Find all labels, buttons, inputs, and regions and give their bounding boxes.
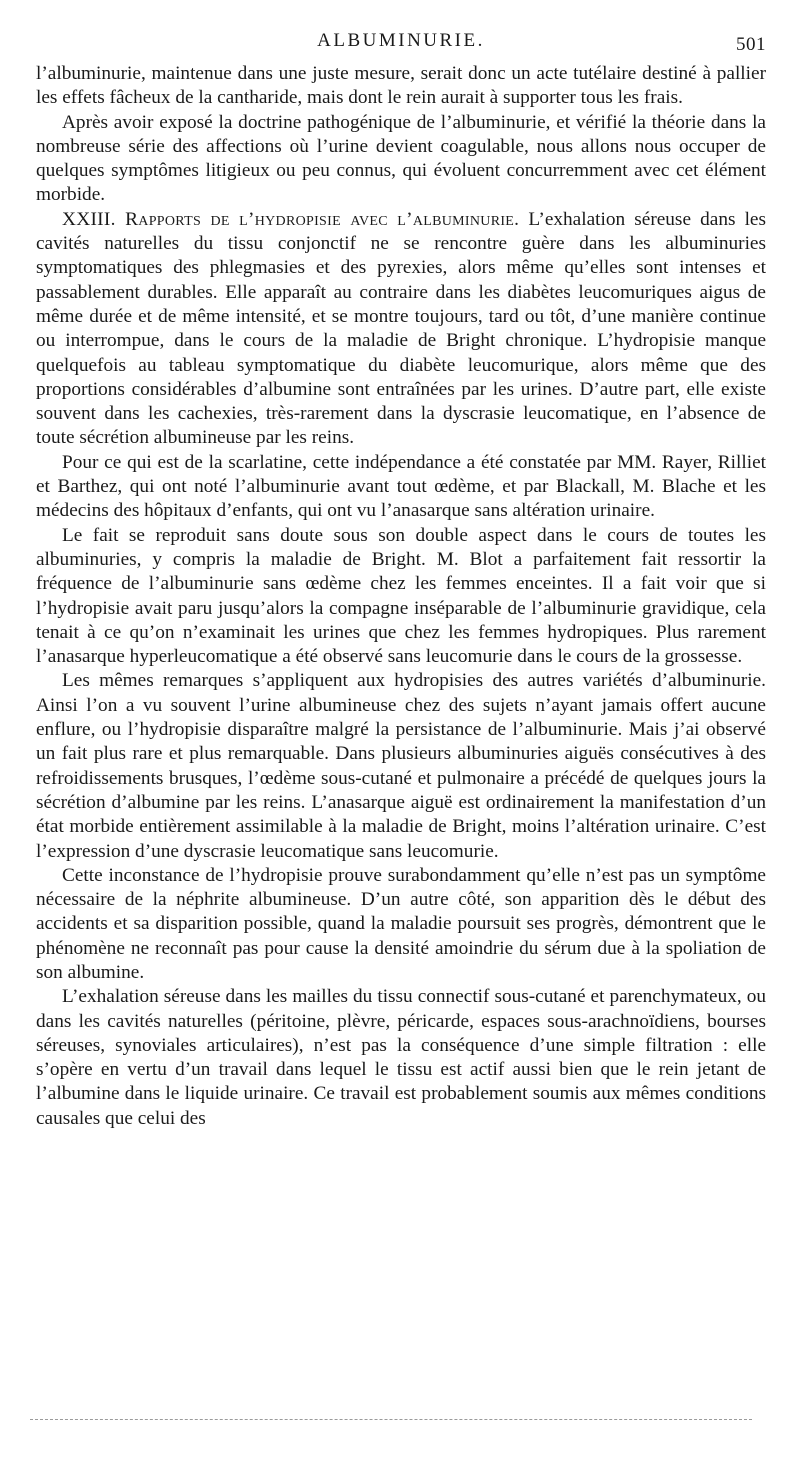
- paragraph: Les mêmes remarques s’appliquent aux hydropisies des autres variétés d’albuminurie. Ainsi l’on a vu souvent l’urine albumineuse chez des sujets n’ayant jamais offert aucune enflure, ou l’hydropisie disparaître malgré la persistance de l’albuminurie. Mais j’ai observé un fait plus rare et plus remarquable. Dans plusieurs albuminuries aiguës consécutives à des refroidissements brusques, l’œdème sous-cutané et pulmonaire a précédé de quelques jours la sécrétion d’albumine par les reins. L’anasarque aiguë est ordinairement la manifestation d’un état morbide entièrement assimilable à la maladie de Bright, moins l’altération urinaire. C’est l’expression d’une dyscrasie leucomatique sans leucomurie.: [36, 670, 766, 862]
- bottom-dashed-rule: [30, 1419, 752, 1420]
- body-text: [36, 62, 766, 1131]
- paragraph: Le fait se reproduit sans doute sous son double aspect dans le cours de toutes les albuminuries, y compris la maladie de Bright. M. Blot a parfaitement fait ressortir la fréquence de l’albuminurie sans œdème chez les femmes enceintes. Il a fait voir que si l’hydropisie avait paru jusqu’alors la compagne inséparable de l’albuminurie gravidique, cela tenait à ce qu’on n’examinait les urines que chez les femmes hydropiques. Plus rarement l’anasarque hyperleucomatique a été observé sans leucomurie dans le cours de la grossesse.: [36, 524, 766, 668]
- paragraph-section-xxiii: [36, 208, 766, 451]
- section-body: L’exhalation séreuse dans les cavités naturelles du tissu conjonctif ne se rencontre guère dans les albuminuries symptomatiques des phlegmasies et des pyrexies, alors même qu’elles sont intenses et passablement durables. Elle apparaît au contraire dans les diabètes leucomuriques aigus de même durée et de même intensité, et se montre toujours, tard ou tôt, d’une manière continue ou interrompue, dans le cours de la maladie de Bright chronique. L’hydropisie manque quelquefois au tableau symptomatique du diabète leucomurique, alors même que des proportions considérables d’albumine sont entraînées par les urines. D’autre part, elle existe souvent dans les cachexies, très-rarement dans la dyscrasie leucomatique, en l’absence de toute sécrétion albumineuse par les reins.: [36, 208, 766, 449]
- book-page: [36, 28, 766, 1131]
- section-heading: XXIII. Rapports de l’hydropisie avec l’albuminurie.: [62, 208, 520, 230]
- paragraph-continuation: l’albuminurie, maintenue dans une juste mesure, serait donc un acte tutélaire destiné à pallier les effets fâcheux de la cantharide, mais dont le rein aurait à supporter tous les frais.: [36, 63, 766, 109]
- paragraph: Cette inconstance de l’hydropisie prouve surabondamment qu’elle n’est pas un symptôme nécessaire de la néphrite albumineuse. D’un autre côté, son apparition dès le début des accidents et sa disparition possible, quand la maladie poursuit ses progrès, démontrent que le phénomène ne reconnaît pas pour cause la densité amoindrie du sérum due à la spoliation de son albumine.: [36, 864, 766, 983]
- paragraph: Après avoir exposé la doctrine pathogénique de l’albuminurie, et vérifié la théorie dans la nombreuse série des affections où l’urine devient coagulable, nous allons nous occuper de quelques symptômes litigieux ou peu connus, qui évoluent concurremment avec cet élément morbide.: [36, 111, 766, 206]
- paragraph: Pour ce qui est de la scarlatine, cette indépendance a été constatée par MM. Rayer, Rilliet et Barthez, qui ont noté l’albuminurie avant tout œdème, et par Blackall, M. Blache et les médecins des hôpitaux d’enfants, qui ont vu l’anasarque sans altération urinaire.: [36, 451, 766, 522]
- running-head: [36, 28, 766, 62]
- running-title: ALBUMINURIE.: [317, 30, 485, 51]
- paragraph: L’exhalation séreuse dans les mailles du tissu connectif sous-cutané et parenchymateux, ou dans les cavités naturelles (péritoine, plèvre, péricarde, espaces sous-arachnoïdiens, bourses séreuses, synoviales articulaires), n’est pas la conséquence d’une simple filtration : elle s’opère en vertu d’un travail dans lequel le tissu est actif aussi bien que le rein jetant de l’albumine dans le liquide urinaire. Ce travail est probablement soumis aux mêmes conditions causales que celui des: [36, 986, 766, 1129]
- page-number: 501: [736, 34, 766, 55]
